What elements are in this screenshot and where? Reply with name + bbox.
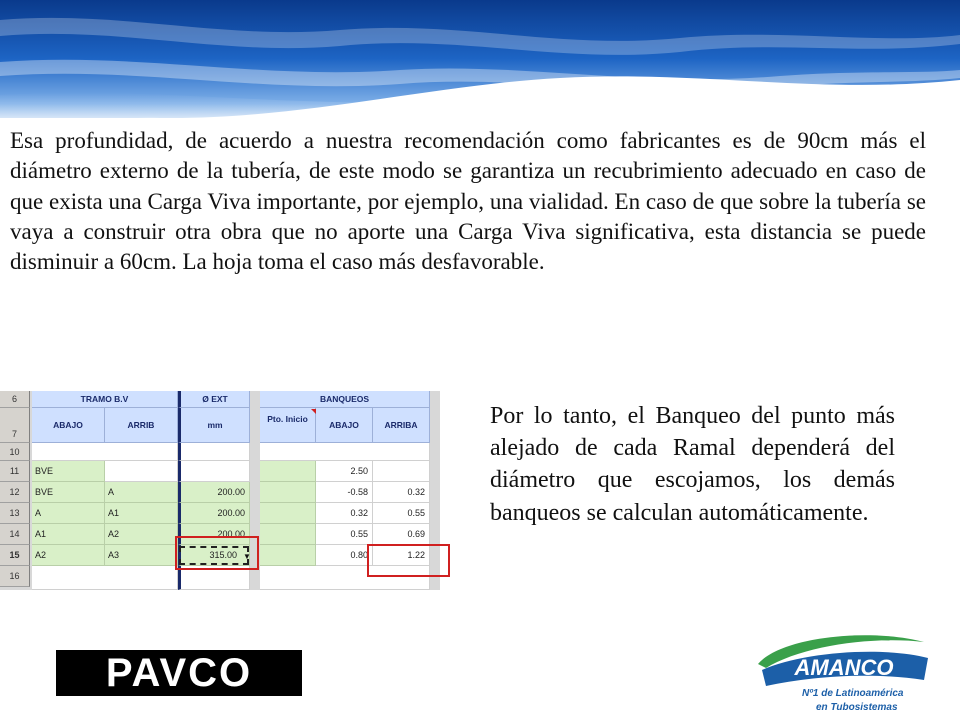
cell-arrib: A2 — [105, 524, 178, 545]
cell-banqueo-arriba: 0.55 — [373, 503, 430, 524]
row-number: 13 — [0, 503, 30, 524]
cell-banqueo-arriba: 1.22 — [373, 545, 430, 566]
cell-banqueo-abajo: 0.55 — [316, 524, 373, 545]
header-banqueo-abajo: ABAJO — [316, 408, 373, 443]
amanco-logo — [752, 628, 932, 720]
header-arrib: ARRIB — [105, 408, 178, 443]
cell-banqueo-arriba: 0.32 — [373, 482, 430, 503]
comment-indicator-icon — [311, 409, 316, 414]
amanco-wordmark: AMANCO — [794, 655, 894, 680]
cell-pto-inicio — [260, 461, 316, 482]
cell-banqueo-arriba: 0.69 — [373, 524, 430, 545]
dropdown-arrow-icon[interactable]: ▼ — [243, 553, 251, 561]
blank-cell — [32, 566, 178, 590]
row-number: 15 — [0, 545, 30, 566]
cell-pto-inicio — [260, 524, 316, 545]
cell-arrib: A — [105, 482, 178, 503]
row-number: 6 — [0, 391, 30, 408]
row-number: 11 — [0, 461, 30, 482]
cell-abajo: A — [32, 503, 105, 524]
cell-ext — [178, 461, 250, 482]
cell-abajo: BVE — [32, 482, 105, 503]
highlight-diameter-box — [175, 536, 259, 570]
amanco-tagline-1: Nº1 de Latinoamérica — [802, 688, 904, 699]
header-banqueos: BANQUEOS — [260, 391, 430, 408]
cell-arrib: A1 — [105, 503, 178, 524]
cell-banqueo-abajo: 0.32 — [316, 503, 373, 524]
blank-cell — [32, 443, 178, 461]
side-paragraph: Por lo tanto, el Banqueo del punto más alejado de cada Ramal dependerá del diámetro que escojamos, los demás banqueos se calculan automáticamente. — [490, 403, 895, 526]
highlight-banqueo-box — [367, 544, 450, 577]
row-number: 7 — [0, 408, 30, 443]
cell-ext: 200.00 — [178, 482, 250, 503]
row-number: 14 — [0, 524, 30, 545]
header-mm: mm — [178, 408, 250, 443]
selected-cell-ext[interactable]: 315.00 — [178, 545, 250, 566]
header-abajo: ABAJO — [32, 408, 105, 443]
cell-pto-inicio — [260, 503, 316, 524]
cell-arrib: A3 — [105, 545, 178, 566]
cell-ext: 200.00 — [178, 503, 250, 524]
row-number: 10 — [0, 443, 30, 461]
header-pto-inicio: Pto. Inicio — [260, 408, 316, 443]
cell-abajo: A2 — [32, 545, 105, 566]
header-tramo: TRAMO B.V — [32, 391, 178, 408]
amanco-logo-mark — [752, 628, 932, 720]
header-banqueo-arriba: ARRIBA — [373, 408, 430, 443]
cell-banqueo-abajo: -0.58 — [316, 482, 373, 503]
cell-banqueo-abajo: 0.80 — [316, 545, 373, 566]
amanco-tagline-2: en Tubosistemas — [816, 702, 898, 713]
header-oext: Ø EXT — [178, 391, 250, 408]
blank-cell — [178, 443, 250, 461]
cell-pto-inicio — [260, 545, 316, 566]
cell-ext: 200.00 — [178, 524, 250, 545]
cell-abajo: BVE — [32, 461, 105, 482]
row-number: 12 — [0, 482, 30, 503]
cell-banqueo-arriba — [373, 461, 430, 482]
cell-arrib — [105, 461, 178, 482]
main-paragraph: Esa profundidad, de acuerdo a nuestra recomendación como fabricantes es de 90cm más el diámetro externo de la tubería, de este modo se garantiza un recubrimiento adecuado en caso de que exista una Carga Viva importante, por ejemplo, una vialidad. En caso de que sobre la tubería se vaya a construir otra obra que no aporte una Carga Viva significativa, esta distancia se puede disminuir a 60cm. La hoja toma el caso más desfavorable. — [10, 128, 926, 275]
row-number: 16 — [0, 566, 30, 587]
cell-abajo: A1 — [32, 524, 105, 545]
blank-cell — [260, 443, 430, 461]
pavco-logo: PAVCO — [56, 650, 302, 696]
cell-banqueo-abajo: 2.50 — [316, 461, 373, 482]
cell-pto-inicio — [260, 482, 316, 503]
